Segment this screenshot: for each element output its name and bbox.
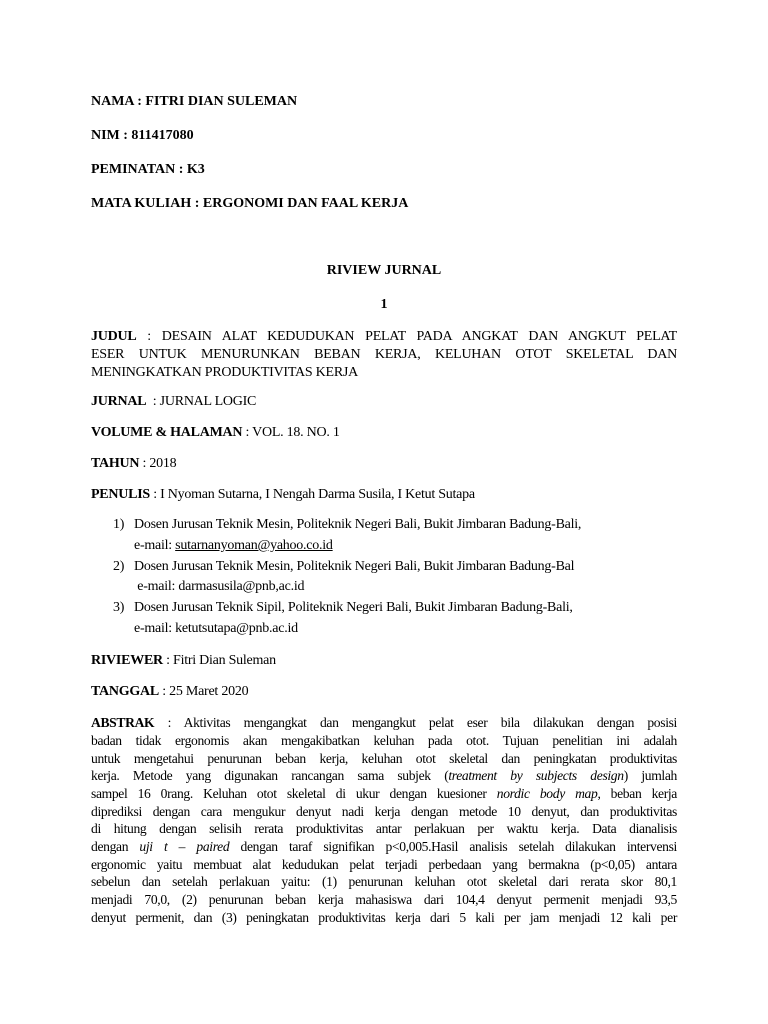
abstrak-line-6: diprediksi dengan cara mengukur denyut nadi kerja dengan metode 10 denyut, dan produktivitas [91, 804, 677, 819]
tahun-line [91, 455, 176, 473]
affiliation-2-email-line [134, 578, 304, 596]
affiliation-1-email-prefix: e-mail: [134, 538, 176, 553]
volume-label: VOLUME & HALAMAN [91, 425, 243, 440]
student-name: NAMA : FITRI DIAN SULEMAN [91, 94, 298, 109]
affiliation-3-number: 3) [113, 600, 125, 615]
tanggal-label: TANGGAL [91, 684, 159, 699]
judul-text-1: : DESAIN ALAT KEDUDUKAN PELAT PADA ANGKAT DAN ANGKUT PELAT [136, 329, 677, 344]
jurnal-line [91, 393, 256, 411]
review-title: RIVIEW JURNAL [326, 263, 442, 278]
affiliation-2-email: darmasusila@pnb,ac.id [178, 579, 305, 594]
volume-line [91, 424, 340, 442]
abstrak-text-1: : Aktivitas mengangkat dan mengangkut pelat eser bila dilakukan dengan posisi [154, 715, 677, 730]
tahun-value: : 2018 [139, 456, 177, 471]
abstrak-line-8 [91, 838, 677, 856]
affiliation-1-text: Dosen Jurusan Teknik Mesin, Politeknik Negeri Bali, Bukit Jimbaran Badung-Bali, [134, 517, 582, 532]
tanggal-value: : 25 Maret 2020 [159, 684, 249, 699]
judul-label: JUDUL [91, 329, 137, 344]
tanggal-line [91, 683, 248, 701]
affiliation-1-number: 1) [113, 517, 125, 532]
reviewer-line [91, 652, 276, 670]
affiliation-3-text: Dosen Jurusan Teknik Sipil, Politeknik Negeri Bali, Bukit Jimbaran Badung-Bali, [134, 600, 573, 615]
judul-line-2: ESER UNTUK MENURUNKAN BEBAN KERJA, KELUHAN OTOT SKELETAL DAN [91, 347, 677, 362]
mata-kuliah: MATA KULIAH : ERGONOMI DAN FAAL KERJA [91, 196, 409, 211]
penulis-label: PENULIS [91, 487, 150, 502]
affiliation-2-email-prefix: e-mail: [134, 579, 179, 594]
abstrak-text-8b: dengan taraf signifikan p<0,005.Hasil analisis setelah dilakukan intervensi [229, 839, 677, 854]
volume-value: : VOL. 18. NO. 1 [242, 425, 340, 440]
abstrak-line-7: di hitung dengan selisih rerata produktivitas antar perlakuan per waktu kerja. Data dianalisis [91, 821, 677, 836]
judul-line-3: MENINGKATKAN PRODUKTIVITAS KERJA [91, 365, 358, 380]
jurnal-label: JURNAL [91, 394, 147, 409]
abstrak-line-9: ergonomic yaitu membuat alat kedudukan pelat terjadi perbedaan yang bermakna (p<0,05) antara [91, 857, 677, 872]
jurnal-value: : JURNAL LOGIC [146, 394, 257, 409]
abstrak-line-4 [91, 767, 677, 785]
abstrak-text-5-italic: nordic body map [496, 786, 598, 801]
judul-line-1 [91, 328, 677, 346]
abstrak-line-3: untuk mengetahui penurunan beban kerja, keluhan otot skeletal dan peningkatan produktivitas [91, 751, 677, 766]
reviewer-label: RIVIEWER [91, 653, 163, 668]
abstrak-text-4b: ) jumlah [623, 768, 677, 783]
affiliation-2-text: Dosen Jurusan Teknik Mesin, Politeknik Negeri Bali, Bukit Jimbaran Badung-Bal [134, 559, 575, 574]
affiliation-3-email: ketutsutapa@pnb.ac.id [175, 621, 298, 636]
abstrak-text-8-italic: uji t – paired [139, 839, 230, 854]
penulis-line [91, 486, 475, 504]
abstrak-text-8a: dengan [91, 839, 140, 854]
review-number: 1 [380, 297, 388, 312]
abstrak-text-5a: sampel 16 0rang. Keluhan otot skeletal di ukur dengan kuesioner [91, 786, 497, 801]
affiliation-3-email-prefix: e-mail: [134, 621, 176, 636]
affiliation-2-number: 2) [113, 559, 125, 574]
abstrak-text-4-italic: treatment by subjects design [448, 768, 624, 783]
abstrak-line-12: denyut permenit, dan (3) peningkatan produktivitas kerja dari 5 kali per jam menjadi 12 kali per [91, 910, 677, 925]
reviewer-value: : Fitri Dian Suleman [162, 653, 276, 668]
penulis-value: : I Nyoman Sutarna, I Nengah Darma Susila, I Ketut Sutapa [149, 487, 475, 502]
abstrak-label: ABSTRAK [91, 715, 155, 730]
affiliation-1-email-link[interactable]: sutarnanyoman@yahoo.co.id [175, 538, 333, 553]
peminatan: PEMINATAN : K3 [91, 162, 205, 177]
affiliation-3-email-line [134, 620, 298, 638]
affiliation-1-email-line [134, 537, 333, 555]
abstrak-text-5b: , beban kerja [597, 786, 677, 801]
abstrak-line-1 [91, 714, 677, 732]
abstrak-line-5 [91, 785, 677, 803]
abstrak-line-11: menjadi 70,0, (2) penurunan beban kerja mahasiswa dari 104,4 denyut permenit menjadi 93,5 [91, 892, 677, 907]
abstrak-text-4a: kerja. Metode yang digunakan rancangan sama subjek ( [91, 768, 449, 783]
student-nim: NIM : 811417080 [91, 128, 194, 143]
tahun-label: TAHUN [91, 456, 140, 471]
abstrak-line-2: badan tidak ergonomis akan mengakibatkan keluhan pada otot. Tujuan penelitian ini adalah [91, 733, 677, 748]
abstrak-line-10: sebelun dan setelah perlakuan yaitu: (1) penurunan keluhan otot skeletal dari rerata skor 80,1 [91, 874, 677, 889]
